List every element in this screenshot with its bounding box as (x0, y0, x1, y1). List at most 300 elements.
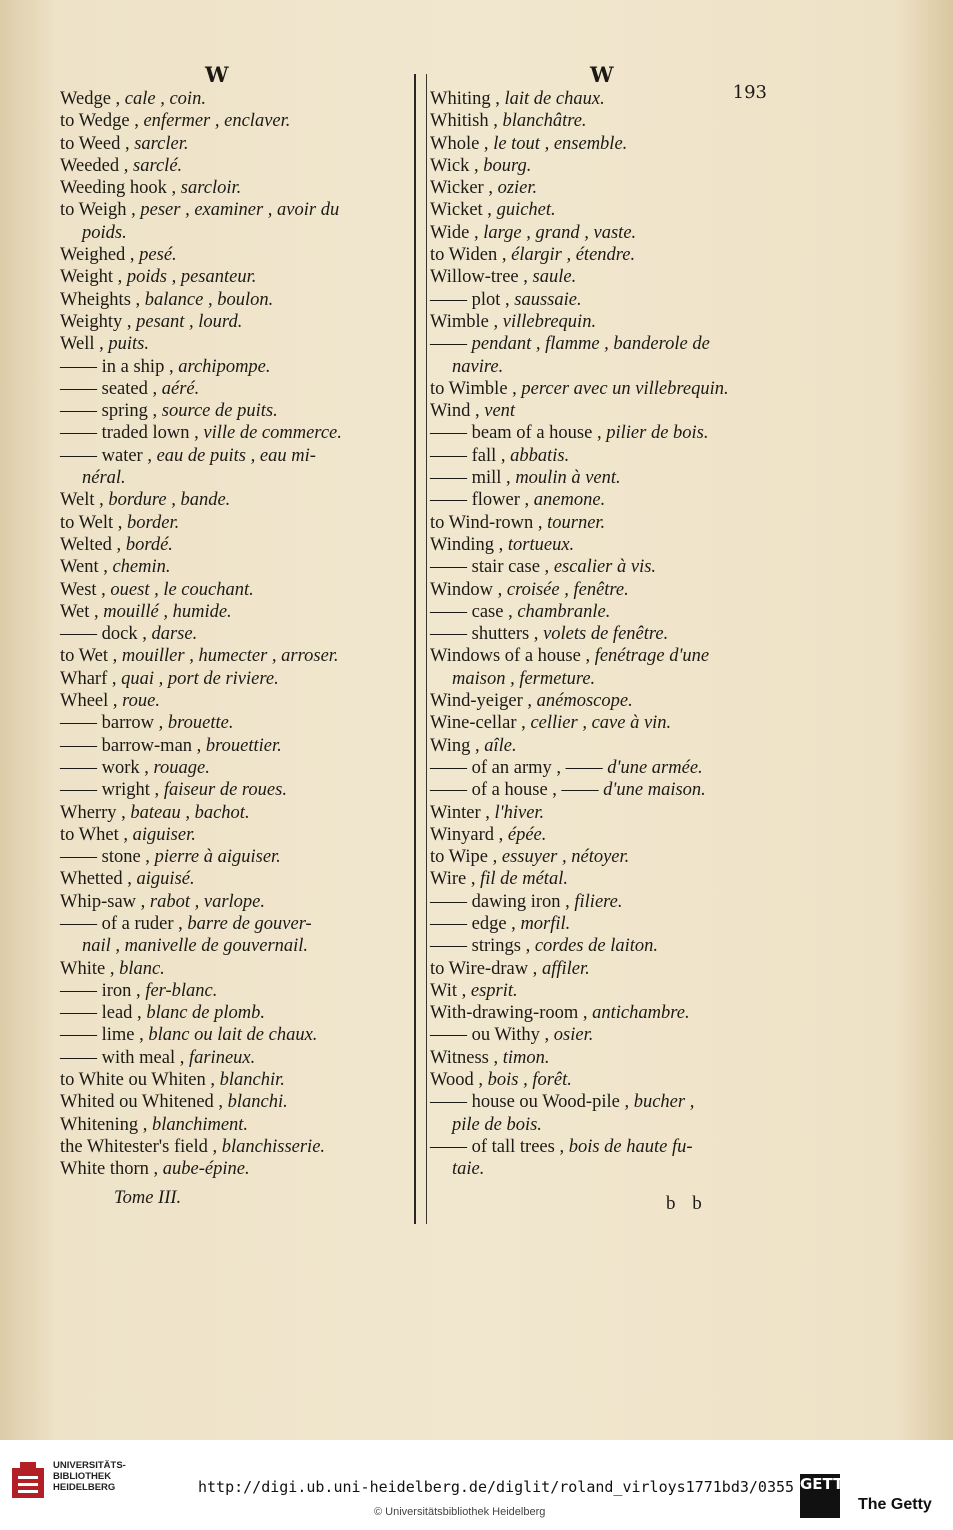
entry-translation: nail , manivelle de gouvernail. (82, 936, 309, 957)
entry-translation: cellier , cave à vin. (530, 713, 672, 734)
dictionary-entry (60, 445, 405, 467)
entry-headword: —— case , (430, 601, 513, 622)
entry-translation: bourg. (483, 155, 532, 176)
entry-translation: roue. (122, 691, 161, 712)
dictionary-entry (60, 356, 405, 378)
entry-translation: affiler. (541, 958, 590, 979)
dictionary-entry (60, 467, 405, 489)
signature-mark: b b (666, 1193, 708, 1214)
entry-headword: Witness , (430, 1047, 499, 1068)
dictionary-entry (430, 534, 780, 556)
entry-translation: archipompe. (178, 356, 271, 377)
dictionary-entry (430, 891, 780, 913)
entry-translation: croisée , fenêtre. (506, 579, 629, 600)
library-name (53, 1460, 126, 1493)
column-divider-inner (426, 74, 427, 1224)
entry-headword: —— (430, 334, 467, 355)
entry-headword: to Whet , (60, 824, 128, 845)
entry-translation: mouiller , humecter , arroser. (121, 646, 339, 667)
entry-headword: to Widen , (430, 245, 507, 266)
dictionary-entry (60, 1002, 405, 1024)
entry-translation: antichambre. (592, 1003, 690, 1024)
entry-headword: —— of a ruder , (60, 913, 183, 934)
dictionary-entry (60, 266, 405, 288)
dictionary-entry (430, 1158, 780, 1180)
entry-headword: —— spring , (60, 401, 158, 422)
dictionary-entry (430, 199, 780, 221)
dictionary-entry (430, 311, 780, 333)
entry-translation: peser , examiner , avoir du (140, 200, 340, 221)
entry-headword: Whited ou Whitened , (60, 1092, 224, 1113)
entry-headword: —— barrow , (60, 713, 164, 734)
entry-translation: sarclé. (133, 155, 183, 176)
dictionary-entry (430, 378, 780, 400)
dictionary-entry (60, 244, 405, 266)
entry-translation: chemin. (112, 557, 171, 578)
library-name-line: UNIVERSITÄTS- (53, 1460, 126, 1471)
entry-translation: balance , boulon. (144, 289, 274, 310)
entry-translation: cordes de laiton. (534, 936, 658, 957)
left-column (60, 88, 405, 1181)
entry-translation: blanchâtre. (502, 111, 587, 132)
entry-translation: puits. (108, 334, 149, 355)
entry-headword: to Wind-rown , (430, 512, 543, 533)
entry-headword: Weight , (60, 267, 123, 288)
entry-headword: Wit , (430, 980, 467, 1001)
entry-translation: pesé. (139, 245, 177, 266)
right-column (430, 88, 780, 1181)
dictionary-entry (60, 88, 405, 110)
dictionary-entry (60, 980, 405, 1002)
entry-headword: Whitening , (60, 1114, 148, 1135)
entry-headword: —— shutters , (430, 624, 539, 645)
entry-translation: morfil. (520, 913, 571, 934)
entry-headword: —— flower , (430, 490, 530, 511)
dictionary-entry (430, 958, 780, 980)
dictionary-entry (430, 623, 780, 645)
dictionary-entry (60, 824, 405, 846)
dictionary-entry (430, 133, 780, 155)
dictionary-entry (430, 1114, 780, 1136)
entry-translation: bois de haute fu- (568, 1136, 693, 1157)
entry-translation: border. (127, 512, 180, 533)
entry-translation: d'une maison. (603, 780, 706, 801)
entry-translation: pendant , flamme , banderole de (471, 334, 710, 355)
entry-translation: le tout , ensemble. (493, 133, 628, 154)
dictionary-entry (430, 244, 780, 266)
entry-headword: —— seated , (60, 378, 158, 399)
copyright-notice: © Universitätsbibliothek Heidelberg (374, 1506, 546, 1518)
dictionary-entry (60, 802, 405, 824)
dictionary-entry (430, 1002, 780, 1024)
dictionary-entry (60, 222, 405, 244)
dictionary-entry (430, 356, 780, 378)
entry-translation: blanc. (119, 958, 165, 979)
entry-translation: filiere. (574, 891, 623, 912)
entry-translation: chambranle. (517, 601, 611, 622)
dictionary-entry (60, 712, 405, 734)
entry-headword: White thorn , (60, 1159, 159, 1180)
dictionary-entry (430, 935, 780, 957)
entry-headword: Wide , (430, 222, 479, 243)
getty-label: The Getty (858, 1496, 932, 1513)
entry-headword: —— ou Withy , (430, 1025, 550, 1046)
entry-headword: Wheights , (60, 289, 141, 310)
dictionary-entry (60, 868, 405, 890)
tome-label: Tome III. (114, 1188, 182, 1208)
entry-translation: pile de bois. (452, 1114, 542, 1135)
dictionary-entry (60, 645, 405, 667)
entry-headword: —— in a ship , (60, 356, 174, 377)
dictionary-entry (430, 712, 780, 734)
entry-translation: ouest , le couchant. (110, 579, 254, 600)
entry-headword: —— barrow-man , (60, 735, 202, 756)
entry-headword: —— edge , (430, 913, 516, 934)
entry-headword: Winter , (430, 802, 490, 823)
entry-headword: Wind-yeiger , (430, 691, 532, 712)
dictionary-entry (60, 1158, 405, 1180)
dictionary-entry (60, 913, 405, 935)
dictionary-entry (60, 422, 405, 444)
entry-translation: bucher , (633, 1092, 695, 1113)
dictionary-entry (60, 378, 405, 400)
entry-headword: —— house ou Wood-pile , (430, 1092, 630, 1113)
dictionary-entry (430, 266, 780, 288)
entry-translation: saule. (532, 267, 577, 288)
entry-headword: Wood , (430, 1070, 483, 1091)
entry-translation: bois , forêt. (487, 1070, 572, 1091)
entry-headword: Wicker , (430, 178, 493, 199)
footer-bar (0, 1440, 953, 1530)
dictionary-entry (430, 824, 780, 846)
entry-translation: large , grand , vaste. (483, 222, 637, 243)
column-divider (414, 74, 416, 1224)
dictionary-entry (430, 690, 780, 712)
entry-headword: Windows of a house , (430, 646, 591, 667)
dictionary-entry (430, 400, 780, 422)
entry-headword: Weighed , (60, 245, 135, 266)
entry-translation: bateau , bachot. (130, 802, 250, 823)
entry-translation: blanc ou lait de chaux. (148, 1025, 318, 1046)
entry-headword: to White ou Whiten , (60, 1070, 216, 1091)
dictionary-entry (60, 155, 405, 177)
entry-headword: —— stone , (60, 847, 150, 868)
entry-translation: poids , pesanteur. (126, 267, 257, 288)
entry-translation: cale , coin. (124, 89, 206, 109)
entry-headword: to Wimble , (430, 378, 517, 399)
dictionary-entry (60, 133, 405, 155)
entry-headword: Wire , (430, 869, 476, 890)
dictionary-entry (60, 935, 405, 957)
entry-headword: Willow-tree , (430, 267, 528, 288)
entry-translation: blanchiment. (151, 1114, 249, 1135)
dictionary-entry (60, 556, 405, 578)
dictionary-entry (430, 422, 780, 444)
entry-headword: to Wet , (60, 646, 118, 667)
entry-headword: Wimble , (430, 311, 499, 332)
entry-headword: —— lime , (60, 1025, 144, 1046)
entry-headword: —— water , (60, 445, 152, 466)
entry-headword: With-drawing-room , (430, 1003, 588, 1024)
dictionary-entry (430, 601, 780, 623)
entry-headword: —— strings , (430, 936, 531, 957)
dictionary-entry (60, 289, 405, 311)
entry-headword: Whiting , (430, 89, 500, 109)
entry-translation: sarcloir. (180, 178, 242, 199)
entry-translation: brouette. (167, 713, 234, 734)
entry-translation: ozier. (497, 178, 538, 199)
entry-headword: —— of tall trees , (430, 1136, 565, 1157)
dictionary-entry (60, 579, 405, 601)
entry-headword: Weeding hook , (60, 178, 177, 199)
dictionary-entry (430, 489, 780, 511)
entry-translation: taie. (452, 1159, 485, 1180)
entry-translation: quai , port de riviere. (121, 668, 279, 689)
entry-headword: Wharf , (60, 668, 117, 689)
entry-headword: to Wire-draw , (430, 958, 538, 979)
entry-translation: rabot , varlope. (149, 891, 266, 912)
dictionary-entry (60, 400, 405, 422)
entry-translation: barre de gouver- (187, 913, 312, 934)
entry-translation: guichet. (496, 200, 556, 221)
entry-translation: aiguisé. (136, 869, 195, 890)
entry-headword: to Wipe , (430, 847, 498, 868)
entry-translation: rouage. (153, 757, 210, 778)
entry-translation: lait de chaux. (504, 89, 605, 109)
entry-headword: Wet , (60, 601, 99, 622)
dictionary-entry (430, 757, 780, 779)
dictionary-entry (60, 489, 405, 511)
dictionary-entry (430, 289, 780, 311)
entry-translation: anemone. (533, 490, 606, 511)
entry-translation: poids. (82, 222, 127, 243)
entry-headword: Whip-saw , (60, 891, 146, 912)
entry-headword: White , (60, 958, 115, 979)
entry-translation: bordure , bande. (108, 490, 231, 511)
dictionary-entry (430, 1136, 780, 1158)
entry-translation: osier. (553, 1025, 594, 1046)
entry-headword: to Weed , (60, 133, 130, 154)
dictionary-entry (430, 779, 780, 801)
entry-headword: Whole , (430, 133, 489, 154)
dictionary-entry (60, 846, 405, 868)
dictionary-entry (430, 980, 780, 1002)
dictionary-entry (60, 779, 405, 801)
dictionary-entry (60, 735, 405, 757)
dictionary-entry (430, 846, 780, 868)
entry-headword: Wedge , (60, 89, 121, 109)
entry-headword: Weeded , (60, 155, 129, 176)
entry-headword: —— work , (60, 757, 149, 778)
dictionary-entry (430, 868, 780, 890)
library-name-line: BIBLIOTHEK (53, 1471, 112, 1482)
entry-translation: tortueux. (507, 534, 575, 555)
entry-translation: blanchisserie. (221, 1136, 326, 1157)
dictionary-entry (430, 668, 780, 690)
dictionary-entry (430, 512, 780, 534)
entry-translation: enfermer , enclaver. (143, 111, 291, 132)
entry-headword: the Whitester's field , (60, 1136, 218, 1157)
entry-translation: darse. (151, 624, 198, 645)
dictionary-entry (430, 467, 780, 489)
dictionary-entry (430, 735, 780, 757)
entry-translation: pilier de bois. (606, 423, 709, 444)
entry-translation: épée. (507, 824, 547, 845)
entry-headword: —— with meal , (60, 1047, 185, 1068)
left-column-heading: W (205, 62, 229, 87)
entry-translation: abbatis. (510, 445, 570, 466)
dictionary-entry (60, 690, 405, 712)
dictionary-entry (60, 601, 405, 623)
entry-translation: vent (484, 401, 516, 422)
entry-translation: aiguiser. (132, 824, 196, 845)
entry-headword: Wicket , (430, 200, 492, 221)
dictionary-entry (430, 1069, 780, 1091)
entry-headword: to Wedge , (60, 111, 139, 132)
dictionary-entry (60, 311, 405, 333)
entry-headword: Window , (430, 579, 503, 600)
dictionary-entry (430, 222, 780, 244)
dictionary-entry (60, 199, 405, 221)
entry-headword: Whitish , (430, 111, 498, 132)
entry-translation: néral. (82, 468, 126, 489)
entry-translation: aéré. (161, 378, 200, 399)
entry-headword: —— stair case , (430, 557, 550, 578)
dictionary-entry (430, 1024, 780, 1046)
page-number: 193 (732, 82, 767, 103)
entry-translation: pierre à aiguiser. (154, 847, 281, 868)
entry-headword: Welt , (60, 490, 104, 511)
entry-translation: sarcler. (134, 133, 189, 154)
dictionary-entry (430, 645, 780, 667)
entry-headword: Winyard , (430, 824, 504, 845)
entry-headword: —— wright , (60, 780, 160, 801)
entry-headword: to Weigh , (60, 200, 136, 221)
entry-headword: Well , (60, 334, 104, 355)
entry-translation: aube-épine. (162, 1159, 250, 1180)
dictionary-entry (60, 1024, 405, 1046)
entry-translation: pesant , lourd. (136, 311, 243, 332)
entry-translation: maison , fermeture. (452, 668, 596, 689)
dictionary-entry (60, 1114, 405, 1136)
dictionary-entry (430, 556, 780, 578)
entry-headword: Wick , (430, 155, 479, 176)
getty-logo-icon: GETTY (800, 1474, 840, 1518)
entry-headword: Wherry , (60, 802, 126, 823)
entry-translation: volets de fenêtre. (543, 624, 669, 645)
dictionary-entry (60, 1069, 405, 1091)
entry-translation: anémoscope. (536, 691, 633, 712)
entry-translation: saussaie. (514, 289, 582, 310)
dictionary-entry (430, 110, 780, 132)
dictionary-entry (60, 757, 405, 779)
entry-headword: West , (60, 579, 106, 600)
entry-headword: —— mill , (430, 468, 511, 489)
entry-headword: Wine-cellar , (430, 713, 526, 734)
entry-translation: blanc de plomb. (146, 1003, 265, 1024)
dictionary-entry (60, 534, 405, 556)
dictionary-entry (60, 1091, 405, 1113)
entry-headword: Weighty , (60, 311, 132, 332)
entry-translation: bordé. (125, 534, 173, 555)
entry-headword: —— traded lown , (60, 423, 199, 444)
entry-translation: élargir , étendre. (511, 245, 636, 266)
entry-translation: faiseur de roues. (163, 780, 287, 801)
entry-translation: l'hiver. (494, 802, 545, 823)
entry-headword: Wing , (430, 735, 480, 756)
dictionary-entry (60, 110, 405, 132)
entry-translation: percer avec un villebrequin. (521, 378, 729, 399)
dictionary-entry (430, 1091, 780, 1113)
entry-translation: source de puits. (161, 401, 278, 422)
entry-translation: farineux. (188, 1047, 256, 1068)
entry-translation: blanchi. (227, 1092, 288, 1113)
entry-headword: —— beam of a house , (430, 423, 602, 444)
entry-translation: essuyer , nétoyer. (501, 847, 630, 868)
source-url-link[interactable]: http://digi.ub.uni-heidelberg.de/diglit/roland_virloys1771bd3/0355 (198, 1478, 795, 1496)
library-name-line: HEIDELBERG (53, 1482, 116, 1493)
entry-headword: Whetted , (60, 869, 132, 890)
entry-headword: Welted , (60, 534, 122, 555)
entry-headword: —— dock , (60, 624, 147, 645)
dictionary-entry (430, 333, 780, 355)
dictionary-entry (60, 177, 405, 199)
dictionary-entry (60, 668, 405, 690)
dictionary-entry (430, 913, 780, 935)
right-column-heading: W (590, 62, 614, 87)
entry-translation: blanchir. (219, 1070, 285, 1091)
dictionary-entry (60, 623, 405, 645)
entry-headword: —— iron , (60, 980, 141, 1001)
entry-headword: —— of a house , —— (430, 780, 599, 801)
entry-translation: ville de commerce. (203, 423, 342, 444)
entry-headword: —— dawing iron , (430, 891, 570, 912)
dictionary-entry (430, 177, 780, 199)
entry-translation: aîle. (484, 735, 517, 756)
entry-headword: —— of an army , —— (430, 757, 603, 778)
university-library-logo-icon (10, 1462, 46, 1502)
entry-translation: eau de puits , eau mi- (156, 445, 316, 466)
entry-translation: moulin à vent. (515, 468, 621, 489)
entry-headword: Winding , (430, 534, 504, 555)
entry-translation: brouettier. (205, 735, 282, 756)
entry-translation: fenétrage d'une (594, 646, 710, 667)
dictionary-entry (430, 155, 780, 177)
dictionary-entry (60, 1136, 405, 1158)
dictionary-entry (60, 891, 405, 913)
entry-headword: Went , (60, 557, 108, 578)
entry-translation: d'une armée. (607, 757, 703, 778)
entry-translation: esprit. (470, 980, 518, 1001)
dictionary-entry (60, 512, 405, 534)
entry-translation: mouillé , humide. (103, 601, 232, 622)
entry-translation: timon. (502, 1047, 550, 1068)
dictionary-entry (430, 579, 780, 601)
dictionary-entry (430, 445, 780, 467)
entry-translation: fer-blanc. (145, 980, 218, 1001)
entry-translation: fil de métal. (480, 869, 568, 890)
entry-headword: Wind , (430, 401, 480, 422)
dictionary-entry (430, 802, 780, 824)
entry-translation: navire. (452, 356, 504, 377)
dictionary-entry (60, 1047, 405, 1069)
dictionary-entry (430, 88, 780, 110)
entry-translation: villebrequin. (502, 311, 597, 332)
dictionary-entry (430, 1047, 780, 1069)
entry-headword: to Welt , (60, 512, 123, 533)
entry-headword: —— fall , (430, 445, 506, 466)
entry-translation: escalier à vis. (553, 557, 657, 578)
